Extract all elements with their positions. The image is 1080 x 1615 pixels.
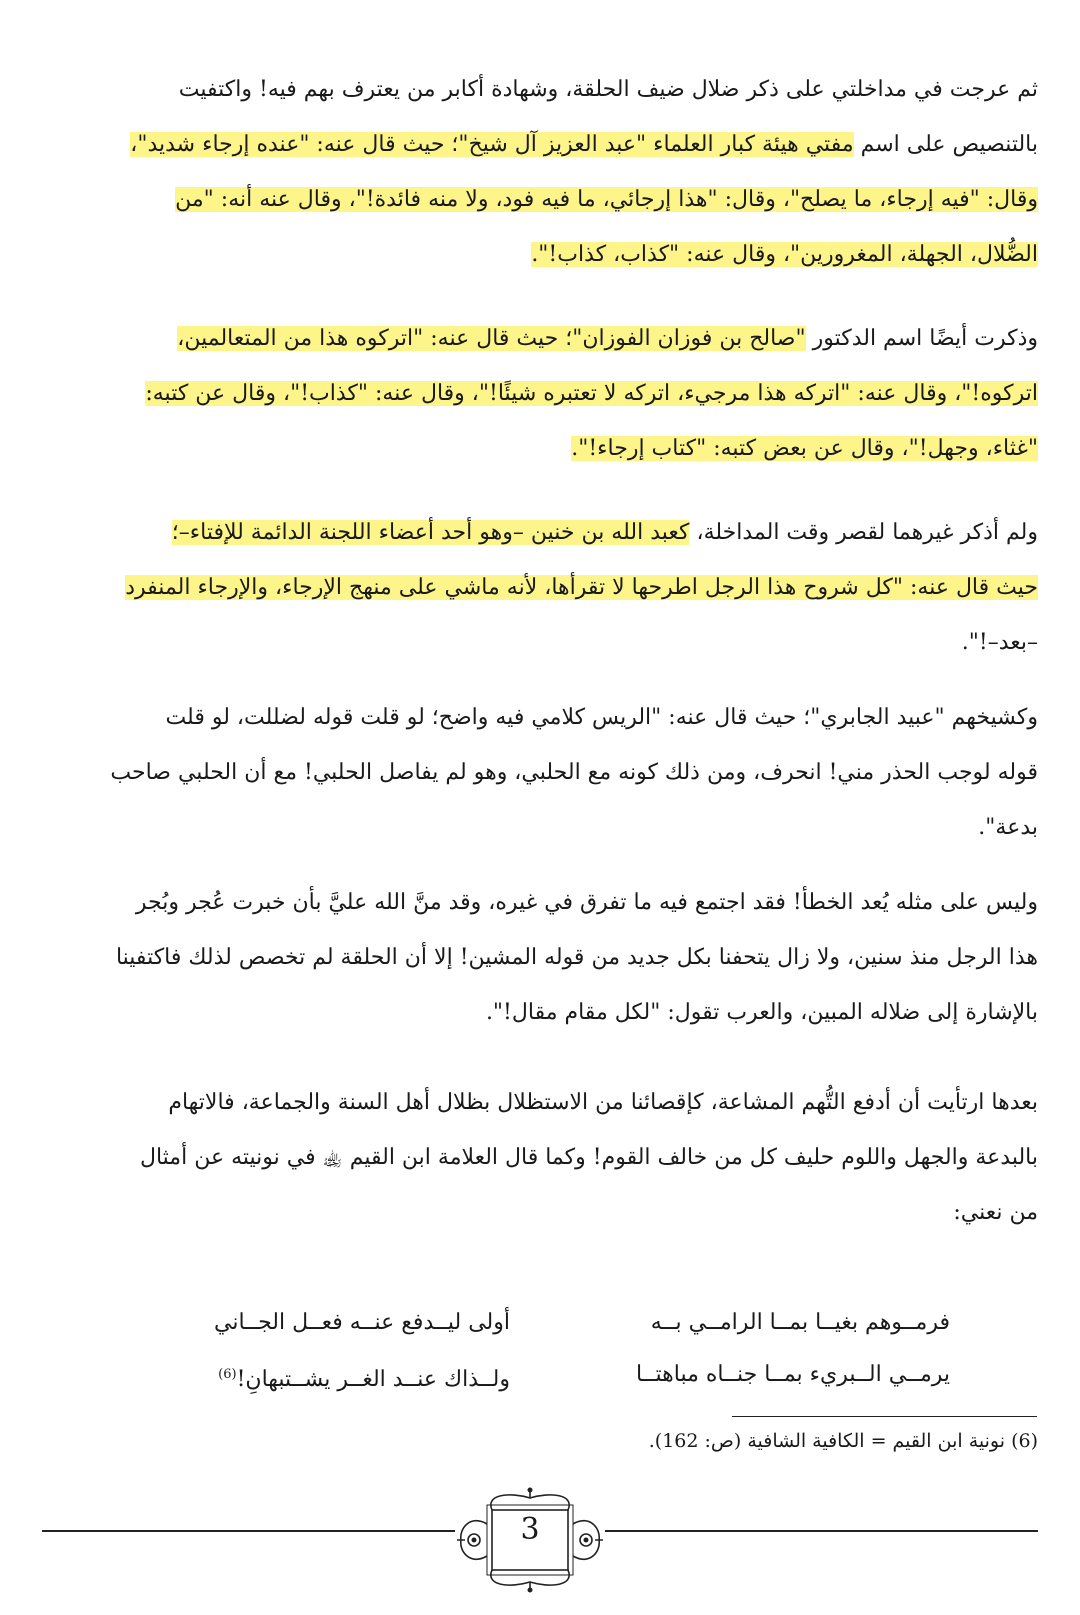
text-run: وكشيخهم "عبيد الجابري"؛ حيث قال عنه: "الريس كلامي فيه واضح؛ لو قلت قوله لضللت، لو قلت: [165, 705, 1038, 730]
highlighted-quote: "غثاء، وجهل!"، وقال عن بعض كتبه: "كتاب إرجاء!".: [571, 436, 1038, 461]
highlighted-quote: وقال: "فيه إرجاء، ما يصلح"، وقال: "هذا إرجائي، ما فيه فود، ولا منه فائدة!"، وقال عنه أنه: "من: [175, 187, 1038, 212]
paragraph-mufti-quotes: [42, 62, 1038, 282]
text-run: هذا الرجل منذ سنين، ولا زال يتحفنا بكل جديد من قوله المشين! إلا أن الحلقة لم تخصص لذلك فاكتفينا: [115, 945, 1038, 970]
text-run: بالبدعة والجهل واللوم حليف كل من خالف القوم! وكما قال العلامة ابن القيم ﵀ في نونيته عن أمثال: [139, 1145, 1038, 1170]
paragraph-line: [42, 421, 1038, 476]
footnote-reference[interactable]: (6): [218, 1367, 237, 1382]
paragraph-line: [42, 800, 1038, 855]
paragraph-line: [42, 615, 1038, 670]
verse-second-hemistich-with-marker: [130, 1349, 510, 1406]
paragraph-line: [42, 560, 1038, 615]
text-run: بالتنصيص على اسم: [853, 132, 1038, 157]
paragraph-line: [42, 227, 1038, 282]
poem-verses: [130, 1297, 950, 1406]
text-run: قوله لوجب الحذر مني! انحرف، ومن ذلك كونه مع الحلبي، وهو لم يفاصل الحلبي! مع أن الحلبي صاحب: [110, 760, 1038, 785]
paragraph-line: [42, 366, 1038, 421]
verse-second-hemistich: أولى ليــدفع عنــه فعــل الجــاني: [214, 1310, 510, 1335]
paragraph-line: [42, 117, 1038, 172]
poem-verse: [130, 1297, 950, 1349]
footnote: [649, 1426, 1038, 1456]
paragraph-line: [42, 1185, 1038, 1240]
paragraph-line: [42, 1130, 1038, 1185]
verse-first-hemistich: يرمــي الــبريء بمــا جنــاه مباهتــا: [635, 1362, 950, 1387]
paragraph-line: [42, 172, 1038, 227]
footnote-marker: (6): [1011, 1430, 1038, 1452]
paragraph-commentary: [42, 875, 1038, 1040]
paragraph-khunain-quotes: [42, 505, 1038, 670]
paragraph-line: [42, 690, 1038, 745]
text-run: وذكرت أيضًا اسم الدكتور: [805, 326, 1038, 351]
footnote-text: نونية ابن القيم = الكافية الشافية (ص: 162).: [648, 1430, 1006, 1452]
highlighted-quote: اتركوه!"، وقال عنه: "اتركه هذا مرجيء، اتركه لا تعتبره شيئًا!"، وقال عنه: "كذاب!"، وقال عن كتبه:: [145, 381, 1038, 406]
page-number: 3: [520, 1512, 540, 1547]
paragraph-line: [42, 745, 1038, 800]
text-run: بعدها ارتأيت أن أدفع التُّهم المشاعة، كإقصائنا من الاستظلال بظلال أهل السنة والجماعة، فالاتهام: [168, 1090, 1038, 1115]
highlighted-quote: مفتي هيئة كبار العلماء "عبد العزيز آل شيخ"؛ حيث قال عنه: "عنده إرجاء شديد"،: [130, 132, 854, 157]
paragraph-fawzan-quotes: [42, 311, 1038, 476]
paragraph-line: [42, 505, 1038, 560]
footnote-separator: [732, 1416, 1037, 1417]
text-run: من نعني:: [953, 1200, 1038, 1225]
highlighted-quote: كعبد الله بن خنين –وهو أحد أعضاء اللجنة الدائمة للإفتاء–؛: [171, 520, 690, 545]
paragraph-line: [42, 930, 1038, 985]
paragraph-line: [42, 875, 1038, 930]
text-run: بدعة".: [978, 815, 1038, 840]
paragraph-line: [42, 62, 1038, 117]
paragraph-line: [42, 1075, 1038, 1130]
highlighted-quote: الضُّلال، الجهلة، المغرورين"، وقال عنه: "كذاب، كذاب!".: [531, 242, 1038, 267]
text-run: ثم عرجت في مداخلتي على ذكر ضلال ضيف الحلقة، وشهادة أكابر من يعترف بهم فيه! واكتفيت: [178, 77, 1038, 102]
paragraph-line: [42, 311, 1038, 366]
text-run: ولم أذكر غيرهما لقصر وقت المداخلة،: [689, 520, 1038, 545]
text-run: –بعد–!".: [961, 630, 1038, 655]
verse-first-hemistich: فرمــوهم بغيــا بمــا الرامــي بــه: [650, 1310, 950, 1335]
highlighted-quote: "صالح بن فوزان الفوزان"؛ حيث قال عنه: "اتركوه هذا من المتعالمين،: [177, 326, 806, 351]
poem-verse: [130, 1349, 950, 1406]
paragraph-jabiri-quotes: [42, 690, 1038, 855]
paragraph-defense: [42, 1075, 1038, 1240]
highlighted-quote: حيث قال عنه: "كل شروح هذا الرجل اطرحها لا تقرأها، لأنه ماشي على منهج الإرجاء، والإرجاء المنفرد: [125, 575, 1038, 600]
bottom-rule-right: [605, 1530, 1038, 1532]
bottom-rule-left: [42, 1530, 455, 1532]
text-run: وليس على مثله يُعد الخطأ! فقد اجتمع فيه ما تفرق في غيره، وقد منَّ الله عليَّ بأن خبرت عُجر وبُجر: [135, 890, 1038, 915]
verse-second-hemistich-text: ولــذاك عنــد الغــر يشــتبهانِ!: [236, 1367, 510, 1393]
text-run: بالإشارة إلى ضلاله المبين، والعرب تقول: "لكل مقام مقال!".: [485, 1000, 1038, 1025]
paragraph-line: [42, 985, 1038, 1040]
